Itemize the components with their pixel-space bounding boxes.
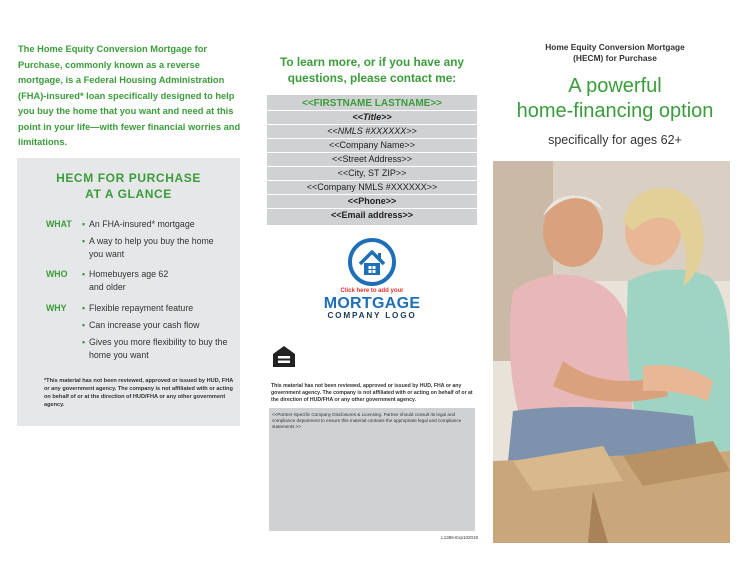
middle-disclaimer: This material has not been reviewed, approved or issued by HUD, FHA or any government agency. The company is not affiliated with or acting on behalf of or at the direction of HUD/FHA or any other government agency. — [271, 383, 473, 403]
glance-disclaimer: *This material has not been reviewed, approved or issued by HUD, FHA or any government agency. The company is not affiliated with or acting on behalf of or at the direction of HUD/FHA or any other government agency. — [44, 378, 234, 408]
glance-title-line2: AT A GLANCE — [85, 187, 172, 201]
row-label: WHAT — [46, 219, 72, 229]
glance-item — [82, 218, 229, 231]
contact-phone[interactable]: <<Phone>> — [267, 195, 477, 209]
glance-item — [82, 268, 169, 294]
contact-company-nmls[interactable]: <<Company NMLS #XXXXXX>> — [267, 181, 477, 195]
contact-company[interactable]: <<Company Name>> — [267, 139, 477, 153]
bullet: • — [82, 219, 86, 229]
senior-couple-photo — [493, 161, 730, 543]
glance-title-line1: HECM FOR PURCHASE — [56, 171, 201, 185]
product-name-line2: (HECM) for Purchase — [573, 53, 657, 63]
contact-street[interactable]: <<Street Address>> — [267, 153, 477, 167]
partner-disclosure-box[interactable] — [269, 408, 475, 531]
logo-mortgage-text: MORTGAGE — [323, 295, 421, 312]
contact-info-block — [267, 95, 477, 225]
bullet: • — [82, 320, 86, 330]
contact-nmls[interactable]: <<NMLS #XXXXXX>> — [267, 125, 477, 139]
glance-item — [82, 235, 229, 261]
company-logo-placeholder[interactable] — [312, 238, 432, 318]
intro-paragraph: The Home Equity Conversion Mortgage for Purchase, commonly known as a reverse mortgage, is a Federal Housing Administration (FHA)-insured* loan specifically designed to help you buy the home that you want and need at this point in your life—with fewer financial worries and limitations. — [18, 44, 241, 147]
logo-click-text: Click here to add your — [340, 288, 404, 294]
item-text: Homebuyers age 62 and older — [89, 269, 169, 292]
subheadline: specifically for ages 62+ — [548, 133, 682, 147]
product-name — [495, 42, 735, 64]
headline-line2: home-financing option — [516, 100, 714, 122]
row-label: WHY — [46, 303, 67, 313]
bullet: • — [82, 337, 86, 347]
partner-disclosure-text: <<Partner-Specific Company Disclosures & Licensing. Partner should consult its legal and compliance department to ensure this material contains the appropriate legal and compliance statements.>> — [272, 412, 462, 429]
glance-item — [82, 336, 229, 362]
headline-line1: A powerful — [568, 75, 662, 97]
document-code: L1386-Exp102018 — [441, 535, 478, 540]
glance-item — [82, 302, 229, 315]
item-text: Flexible repayment feature — [89, 303, 194, 313]
bullet: • — [82, 269, 86, 279]
bullet: • — [82, 236, 86, 246]
product-name-line1: Home Equity Conversion Mortgage — [545, 42, 685, 52]
contact-city[interactable]: <<City, ST ZIP>> — [267, 167, 477, 181]
at-a-glance-box — [17, 158, 240, 426]
headline — [495, 74, 735, 124]
item-text: A way to help you buy the home you want — [89, 236, 214, 259]
item-text: Gives you more flexibility to buy the home you want — [89, 337, 228, 360]
contact-email[interactable]: <<Email address>> — [330, 210, 414, 220]
item-text: Can increase your cash flow — [89, 320, 200, 330]
learn-more-heading: To learn more, or if you have any questions, please contact me: — [280, 55, 464, 85]
contact-name[interactable]: <<FIRSTNAME LASTNAME>> — [267, 97, 477, 111]
contact-title[interactable]: <<Title>> — [267, 111, 477, 125]
equal-housing-icon — [271, 343, 297, 369]
house-icon — [346, 238, 398, 286]
row-label: WHO — [46, 269, 68, 279]
bullet: • — [82, 303, 86, 313]
logo-company-text: COMPANY LOGO — [327, 311, 417, 320]
glance-title — [17, 170, 240, 202]
item-text: An FHA-insured* mortgage — [89, 219, 195, 229]
glance-item — [82, 319, 229, 332]
